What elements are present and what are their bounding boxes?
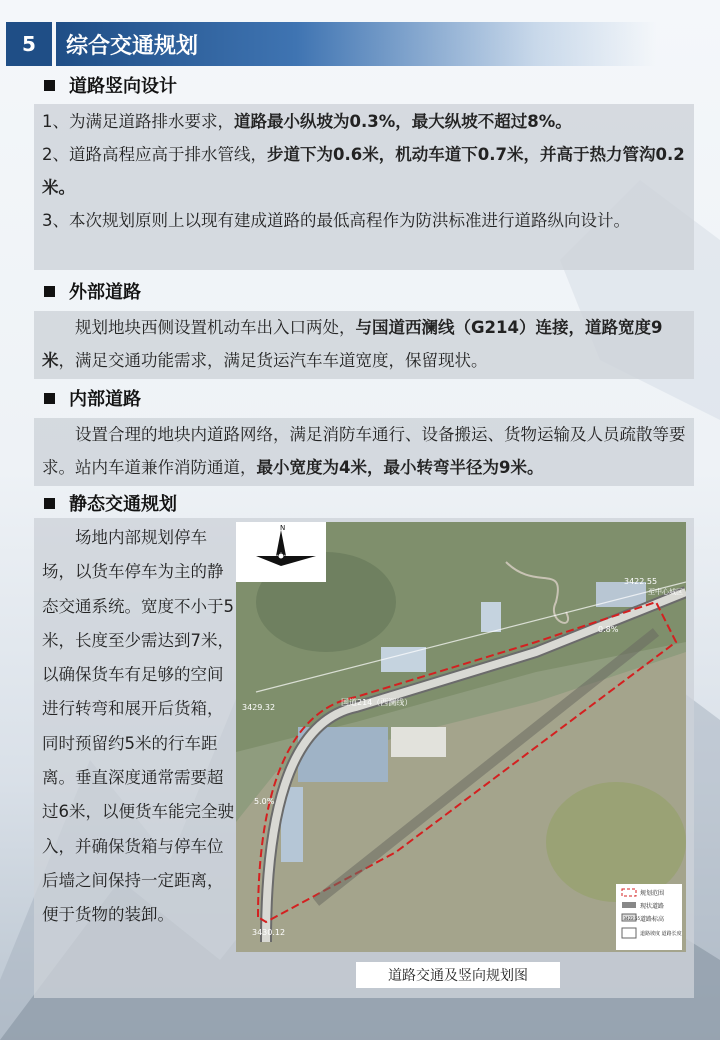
vertical-item-2: 2、道路高程应高于排水管线，步道下为0.6米，机动车道下0.7米，并高于热力管沟0.2米。: [42, 145, 685, 197]
road-planning-map: [236, 522, 686, 952]
legend-item: 道路标高: [640, 916, 665, 923]
internal-road-text: 设置合理的地块内道路网络，满足消防车通行、设备搬运、货物运输及人员疏散等要求。站内车道兼作消防通道，最小宽度为4米，最小转弯半径为9米。: [42, 425, 686, 477]
legend-item: 规划范围: [640, 890, 665, 897]
internal-road-box: [34, 418, 694, 486]
road-name-label: 国道214（西澜线）: [341, 698, 413, 707]
elevation-label: 3422.55: [624, 577, 658, 586]
vertical-item-1: 1、为满足道路排水要求，道路最小纵坡为0.3%，最大纵坡不超过8%。: [42, 112, 572, 131]
parking-text: 场地内部规划停车场，以货车停车为主的静态交通系统。宽度不小于5米，长度至少需达到7米，以确保货车有足够的空间进行转弯和展开后货箱，同时预留约5米的行车距离。垂直深度通常需要超过6米，以便货车能完全驶入，并确保货箱与停车位后墙之间保持一定距离，便于货物的装卸。: [42, 528, 234, 925]
slope-label: 0.8%: [598, 625, 619, 634]
legend-item: 现状道路: [640, 903, 665, 910]
heading-vertical-design: 道路竖向设计: [44, 72, 177, 98]
elevation-label: 3430.12: [252, 928, 286, 937]
square-bullet-icon: [44, 286, 55, 297]
slope-label: 5.0%: [254, 797, 275, 806]
square-bullet-icon: [44, 393, 55, 404]
heading-internal-road: 内部道路: [44, 385, 141, 411]
map-caption: 道路交通及竖向规划图: [356, 962, 560, 988]
legend-elevation-sample: 3422.55: [623, 916, 641, 921]
heading-external-road: 外部道路: [44, 278, 141, 304]
external-road-box: [34, 311, 694, 379]
section-header: [0, 22, 720, 66]
map-legend: [616, 884, 682, 950]
to-city-label: 至中心城区: [648, 588, 683, 596]
heading-static-traffic: 静态交通规划: [44, 490, 177, 516]
vertical-item-3: 3、本次规划原则上以现有建成道路的最低高程作为防洪标准进行道路纵向设计。: [42, 211, 630, 230]
section-number: 5: [6, 22, 52, 66]
section-title: 综合交通规划: [56, 22, 656, 66]
vertical-design-box: [34, 104, 694, 270]
square-bullet-icon: [44, 498, 55, 509]
square-bullet-icon: [44, 80, 55, 91]
elevation-label: 3429.32: [242, 703, 276, 712]
legend-item: 道路坡度 道路长度: [640, 931, 682, 937]
compass-north-label: N: [280, 524, 286, 532]
external-road-text: 规划地块西侧设置机动车出入口两处，与国道西澜线（G214）连接，道路宽度9米，满足交通功能需求，满足货运汽车车道宽度，保留现状。: [42, 318, 663, 370]
